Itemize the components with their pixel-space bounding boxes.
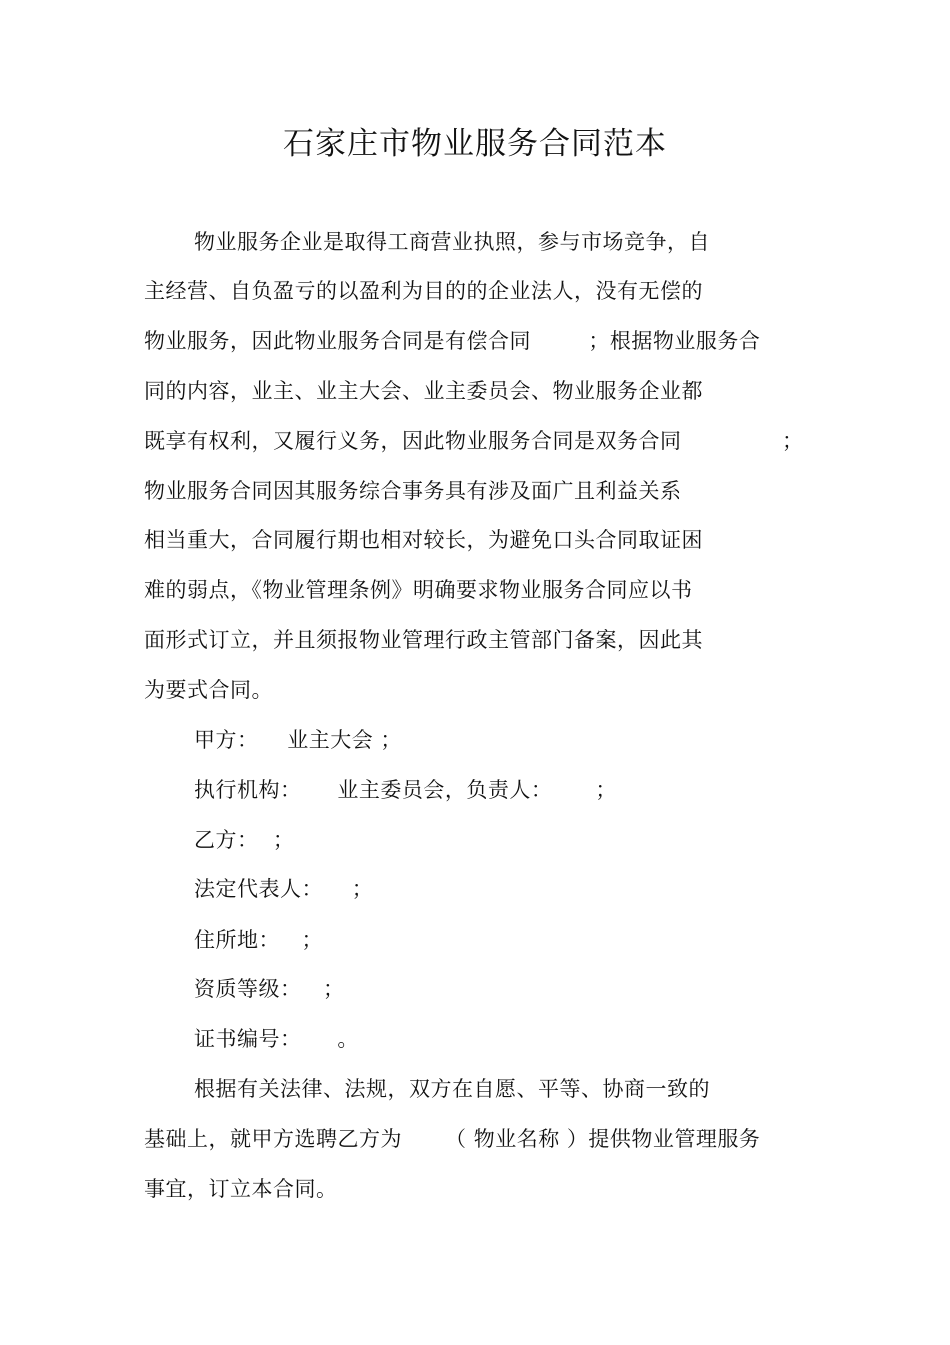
qualification-level-line: 资质等级： ；	[194, 977, 345, 1001]
legal-representative-line: 法定代表人： ；	[194, 877, 374, 901]
intro-line-4: 同的内容，业主、业主大会、业主委员会、物业服务企业都	[144, 379, 703, 403]
intro-line-9: 面形式订立，并且须报物业管理行政主管部门备案，因此其	[144, 628, 703, 652]
party-a-line: 甲方： 业主大会 ；	[194, 728, 402, 752]
intro-line-3: 物业服务，因此物业服务合同是有偿合同 ；根据物业服务合	[144, 329, 761, 353]
executive-body-line: 执行机构： 业主委员会，负责人： ；	[194, 778, 617, 802]
intro-line-8: 难的弱点，《物业管理条例》明确要求物业服务合同应以书	[144, 578, 693, 602]
closing-line-2: 基础上，就甲方选聘乙方为 （ 物业名称 ）提供物业管理服务	[144, 1127, 761, 1151]
closing-line-1: 根据有关法律、法规，双方在自愿、平等、协商一致的	[194, 1077, 710, 1101]
certificate-number-line: 证书编号： 。	[194, 1027, 359, 1051]
intro-line-7: 相当重大，合同履行期也相对较长，为避免口头合同取证困	[144, 528, 703, 552]
party-b-line: 乙方： ；	[194, 828, 295, 852]
intro-line-1: 物业服务企业是取得工商营业执照，参与市场竞争，自	[194, 230, 710, 254]
intro-line-5: 既享有权利，又履行义务，因此物业服务合同是双务合同 ；	[144, 429, 804, 453]
address-line: 住所地： ；	[194, 928, 324, 952]
intro-line-2: 主经营、自负盈亏的以盈利为目的的企业法人，没有无偿的	[144, 279, 703, 303]
closing-line-3: 事宜，订立本合同。	[144, 1177, 338, 1201]
intro-line-6: 物业服务合同因其服务综合事务具有涉及面广且利益关系	[144, 479, 682, 503]
document-title: 石家庄市物业服务合同范本	[283, 126, 667, 162]
intro-line-10: 为要式合同。	[144, 678, 273, 702]
